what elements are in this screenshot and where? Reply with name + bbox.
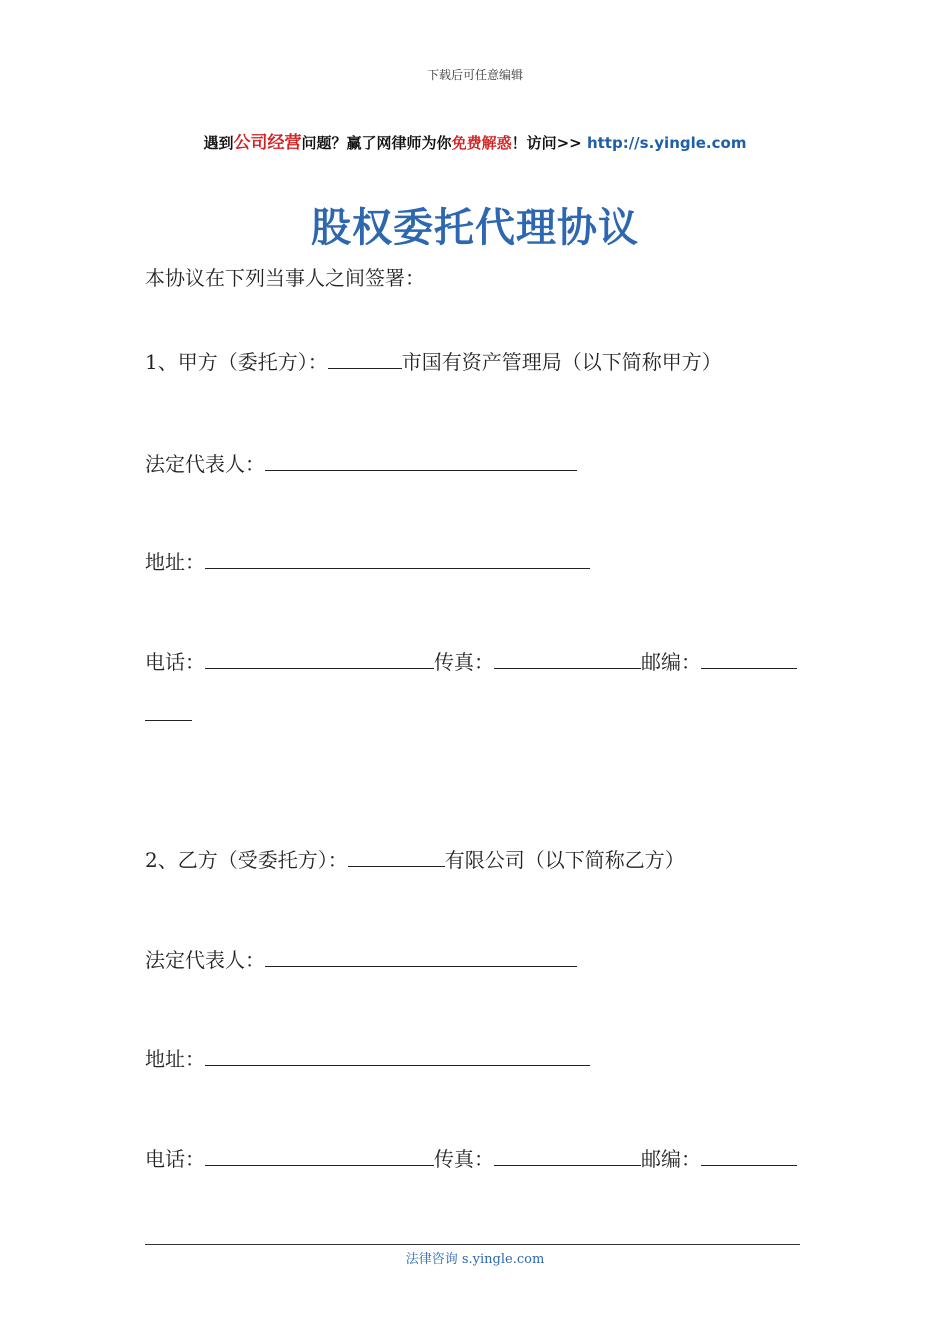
party-b-contact-line xyxy=(145,1143,797,1172)
party-b-fax-label: 传真： xyxy=(434,1147,494,1171)
party-a-postcode-blank-continued xyxy=(145,702,192,721)
party-a-address-blank xyxy=(205,550,590,569)
party-a-rep-label: 法定代表人： xyxy=(145,452,265,476)
party-a-postcode-label: 邮编： xyxy=(641,650,701,674)
party-b-company-blank xyxy=(348,848,445,867)
party-b-heading-prefix: 2、乙方（受委托方）： xyxy=(145,848,348,872)
party-b-rep-line xyxy=(145,944,577,973)
party-a-phone-blank xyxy=(205,650,434,669)
footer-link[interactable]: 法律咨询 s.yingle.com xyxy=(405,1252,545,1267)
party-a-heading-suffix: 市国有资产管理局（以下简称甲方） xyxy=(401,350,722,374)
party-a-heading xyxy=(145,346,722,375)
party-a-fax-label: 传真： xyxy=(434,650,494,674)
party-a-postcode-blank xyxy=(701,650,797,669)
intro-line: 本协议在下列当事人之间签署： xyxy=(145,266,425,290)
ad-text-3: ！访问>> xyxy=(511,134,587,152)
party-b-heading xyxy=(145,844,685,873)
party-a-city-blank xyxy=(328,350,402,369)
ad-text-2: 问题？赢了网律师为你 xyxy=(301,134,452,152)
party-b-address-blank xyxy=(205,1047,590,1066)
ad-highlight-1: 公司经营 xyxy=(233,133,302,153)
party-b-address-label: 地址： xyxy=(145,1047,205,1071)
party-b-fax-blank xyxy=(494,1147,641,1166)
ad-text-1: 遇到 xyxy=(203,134,234,152)
party-b-address-line xyxy=(145,1043,590,1072)
document-title: 股权委托代理协议 xyxy=(311,204,639,251)
party-b-postcode-blank xyxy=(701,1147,797,1166)
party-b-phone-label: 电话： xyxy=(145,1147,205,1171)
party-a-contact-line xyxy=(145,646,797,675)
party-b-rep-blank xyxy=(265,948,577,967)
party-a-postcode-continuation xyxy=(145,702,192,726)
ad-highlight-2: 免费解惑 xyxy=(451,134,512,152)
party-a-phone-label: 电话： xyxy=(145,650,205,674)
party-b-heading-suffix: 有限公司（以下简称乙方） xyxy=(444,848,685,872)
party-b-rep-label: 法定代表人： xyxy=(145,948,265,972)
party-a-rep-blank xyxy=(265,452,577,471)
party-b-postcode-label: 邮编： xyxy=(641,1147,701,1171)
footer-divider xyxy=(145,1244,800,1245)
party-b-phone-blank xyxy=(205,1147,434,1166)
party-a-heading-prefix: 1、甲方（委托方）： xyxy=(145,350,328,374)
party-a-rep-line xyxy=(145,448,577,477)
party-a-fax-blank xyxy=(494,650,641,669)
ad-link[interactable]: http://s.yingle.com xyxy=(586,134,747,152)
party-a-address-line xyxy=(145,546,590,575)
party-a-address-label: 地址： xyxy=(145,550,205,574)
top-note: 下载后可任意编辑 xyxy=(426,68,523,82)
ad-banner[interactable] xyxy=(0,128,950,153)
